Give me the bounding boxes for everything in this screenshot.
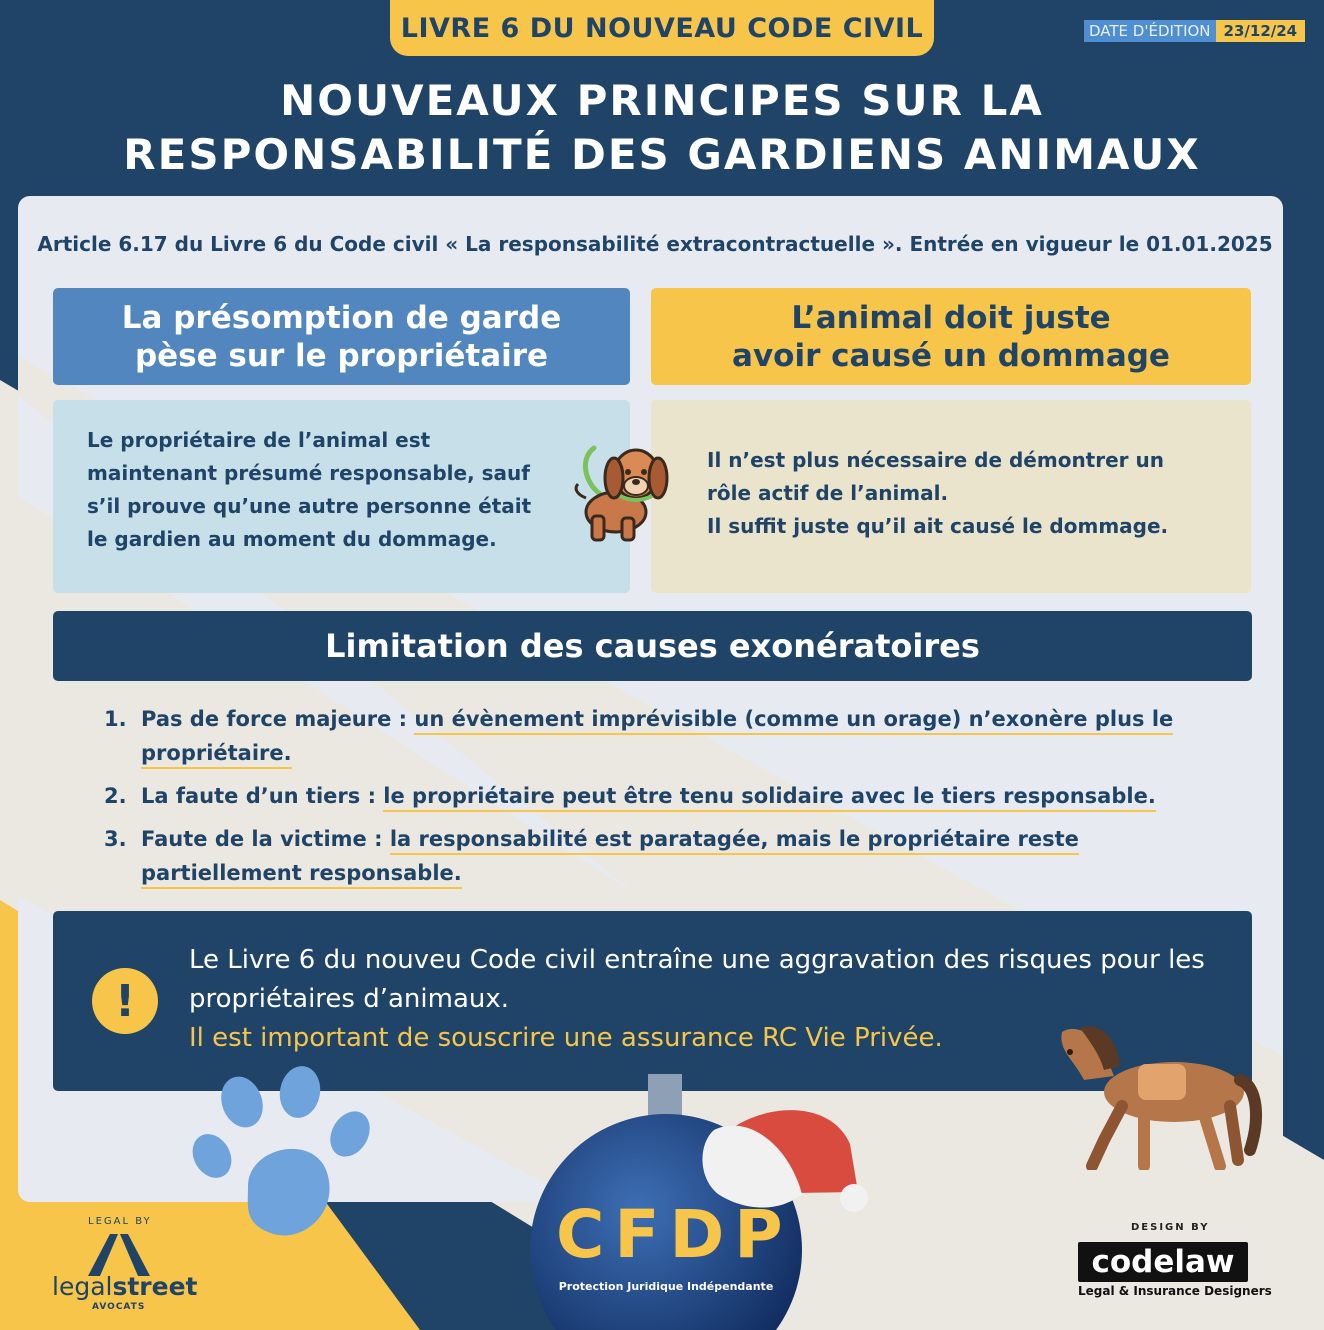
presumption-body <box>53 400 630 593</box>
exoneration-list <box>100 702 1220 899</box>
cfdp-logo: CFDP <box>556 1196 793 1273</box>
legalstreet-bold: street <box>112 1272 198 1301</box>
list-item-text: le propriétaire peut être tenu solidaire avec le tiers responsable. <box>383 784 1156 812</box>
page-title <box>0 74 1324 182</box>
list-item-text: un évènement imprévisible (comme un orage) n’exonère plus le propriétaire. <box>141 707 1173 769</box>
edition-date-badge <box>1084 20 1305 42</box>
presumption-heading-line-2: pèse sur le propriétaire <box>134 337 549 374</box>
paw-icon <box>188 1066 378 1240</box>
presumption-text <box>87 424 567 556</box>
design-by-label: DESIGN BY <box>1131 1222 1210 1233</box>
list-item-number: 2. <box>104 784 127 808</box>
damage-heading-line-1: L’animal doit juste <box>791 299 1111 336</box>
legalstreet-subtitle: AVOCATS <box>92 1302 146 1312</box>
damage-text-line: Il n’est plus nécessaire de démontrer un <box>707 448 1164 472</box>
dog-icon <box>570 438 678 544</box>
presumption-text-line: Le propriétaire de l’animal est <box>87 428 431 452</box>
list-item-lead: La faute d’un tiers : <box>141 784 376 808</box>
codelaw-tagline: Legal & Insurance Designers <box>1078 1284 1272 1298</box>
top-tab: LIVRE 6 DU NOUVEAU CODE CIVIL <box>390 0 934 56</box>
legalstreet-light: legal <box>52 1272 113 1301</box>
presumption-heading-line-1: La présomption de garde <box>121 299 562 336</box>
presumption-text-line: maintenant présumé responsable, sauf <box>87 461 530 485</box>
list-item <box>100 702 1220 770</box>
list-item-lead: Pas de force majeure : <box>141 707 408 731</box>
presumption-heading <box>53 288 630 385</box>
edition-date-value: 23/12/24 <box>1216 20 1306 42</box>
damage-text-line: Il suffit juste qu’il ait causé le dommage. <box>707 514 1169 538</box>
legalstreet-logo-text <box>52 1272 198 1301</box>
warning-icon: ! <box>92 968 158 1034</box>
damage-text-line: rôle actif de l’animal. <box>707 481 949 505</box>
list-item <box>100 779 1220 813</box>
warning-text-line-1: Le Livre 6 du nouveu Code civil entraîne une aggravation des risques pour les propriétaires d’animaux. <box>189 945 1205 1014</box>
damage-body <box>651 400 1251 593</box>
horse-icon <box>1044 1020 1264 1170</box>
presumption-text-line: s’il prouve qu’une autre personne était <box>87 494 532 518</box>
codelaw-logo: codelaw <box>1078 1242 1248 1282</box>
list-item-number: 1. <box>104 707 127 731</box>
list-item-text: la responsabilité est paratagée, mais le propriétaire reste partiellement responsable. <box>141 827 1079 889</box>
damage-heading <box>651 288 1251 385</box>
page-title-line-1: NOUVEAUX PRINCIPES SUR LA <box>280 76 1044 125</box>
article-reference: Article 6.17 du Livre 6 du Code civil « La responsabilité extracontractuelle ». Entrée en vigueur le 01.01.2025 <box>37 232 1273 256</box>
cfdp-tagline: Protection Juridique Indépendante <box>558 1280 774 1293</box>
list-item-lead: Faute de la victime : <box>141 827 383 851</box>
damage-text <box>707 444 1227 543</box>
damage-heading-line-2: avoir causé un dommage <box>732 337 1170 374</box>
edition-date-label: DATE D'ÉDITION <box>1084 20 1216 42</box>
warning-text-line-2: Il est important de souscrire une assurance RC Vie Privée. <box>189 1023 943 1053</box>
legalstreet-logo-icon <box>88 1234 150 1276</box>
limitation-heading: Limitation des causes exonératoires <box>53 611 1252 681</box>
list-item <box>100 822 1220 890</box>
page-title-line-2: RESPONSABILITÉ DES GARDIENS ANIMAUX <box>123 130 1201 179</box>
presumption-text-line: le gardien au moment du dommage. <box>87 527 497 551</box>
legal-by-label: LEGAL BY <box>88 1216 152 1227</box>
list-item-number: 3. <box>104 827 127 851</box>
